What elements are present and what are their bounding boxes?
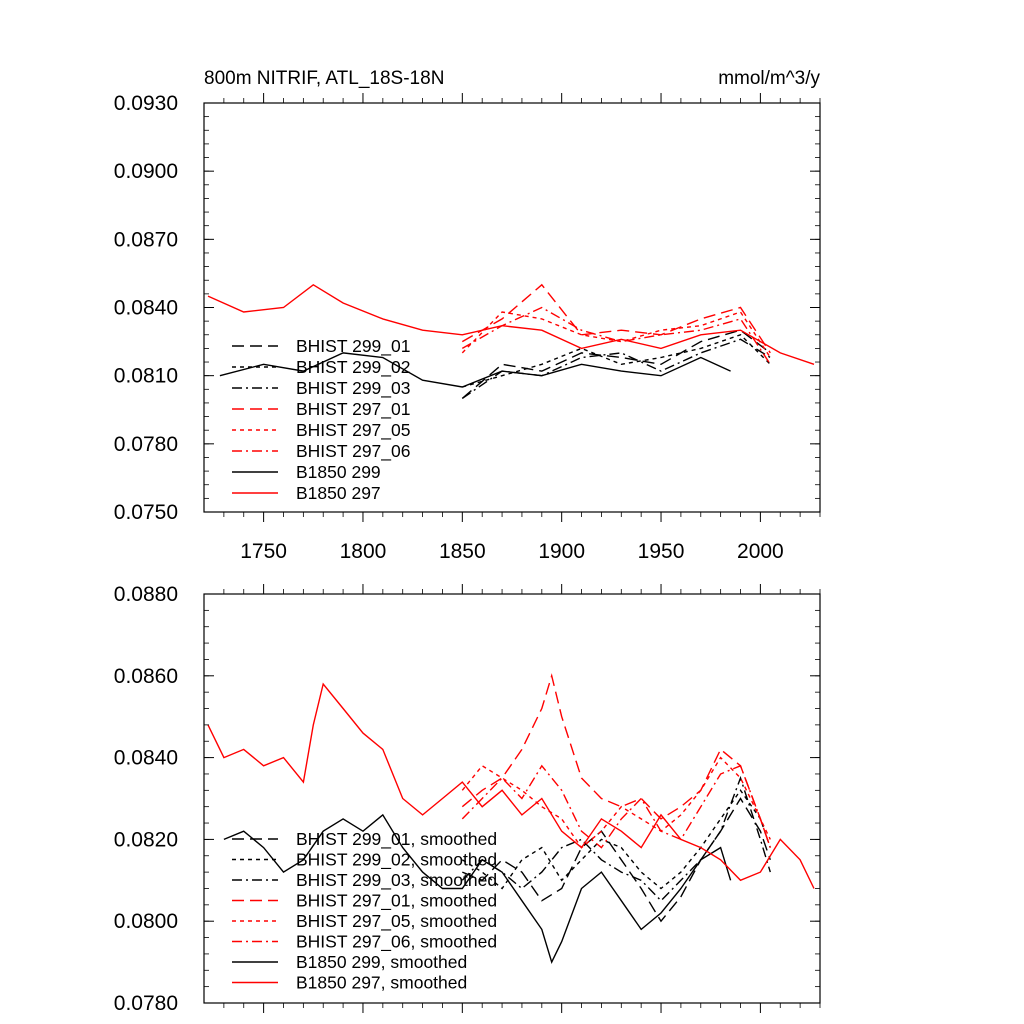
legend-label-0: BHIST 299_01 <box>296 336 411 356</box>
top-panel <box>114 68 821 563</box>
legend-label-4: BHIST 297_05, smoothed <box>296 911 498 931</box>
x-tick-label: 1850 <box>438 540 486 563</box>
x-tick-label: 1800 <box>339 540 387 563</box>
series-line-1 <box>462 335 770 387</box>
legend-label-7: B1850 297, smoothed <box>296 972 468 993</box>
x-tick-label: 2000 <box>737 540 784 563</box>
y-tick-label: 0.0800 <box>113 910 178 934</box>
top-panel-title: 800m NITRIF, ATL_18S-18N <box>204 68 445 89</box>
y-tick-label: 0.0820 <box>113 828 178 852</box>
top-panel-units: mmol/m^3/y <box>718 68 820 89</box>
bottom-panel <box>114 583 820 1015</box>
x-tick-label: 1950 <box>637 540 685 563</box>
legend-label-5: BHIST 297_06, smoothed <box>296 931 498 952</box>
legend-label-3: BHIST 297_01 <box>296 399 411 419</box>
series-line-5 <box>462 308 770 365</box>
y-tick-label: 0.0780 <box>113 992 178 1015</box>
top-panel-legend <box>232 336 410 503</box>
x-tick-label: 1900 <box>538 540 586 563</box>
y-tick-label: 0.0810 <box>113 364 178 388</box>
y-tick-label: 0.0780 <box>113 432 178 456</box>
legend-label-0: BHIST 299_01, smoothed <box>296 829 498 849</box>
y-tick-label: 0.0840 <box>113 746 178 770</box>
legend-label-7: B1850 297 <box>296 483 381 503</box>
y-tick-label: 0.0750 <box>113 501 178 524</box>
legend-label-6: B1850 299 <box>296 462 381 482</box>
series-line-4 <box>462 758 770 848</box>
legend-label-4: BHIST 297_05 <box>296 420 411 440</box>
legend-label-1: BHIST 299_02 <box>296 357 411 377</box>
y-tick-label: 0.0930 <box>113 92 178 115</box>
top-panel-ticks <box>114 92 820 563</box>
series-line-4 <box>462 312 770 358</box>
legend-label-5: BHIST 297_06 <box>296 441 411 461</box>
series-line-3 <box>462 285 770 353</box>
legend-label-3: BHIST 297_01, smoothed <box>296 890 498 911</box>
legend-label-1: BHIST 299_02, smoothed <box>296 849 498 870</box>
y-tick-label: 0.0900 <box>113 160 178 184</box>
legend-label-2: BHIST 299_03, smoothed <box>296 870 498 890</box>
bottom-panel-legend <box>232 829 497 993</box>
x-tick-label: 1750 <box>240 540 287 563</box>
y-tick-label: 0.0870 <box>113 228 178 252</box>
y-tick-label: 0.0860 <box>113 664 178 688</box>
legend-label-2: BHIST 299_03 <box>296 378 411 398</box>
y-tick-label: 0.0880 <box>113 583 178 606</box>
series-line-5 <box>462 766 770 848</box>
legend-label-6: B1850 299, smoothed <box>296 952 468 972</box>
y-tick-label: 0.0840 <box>113 296 178 320</box>
